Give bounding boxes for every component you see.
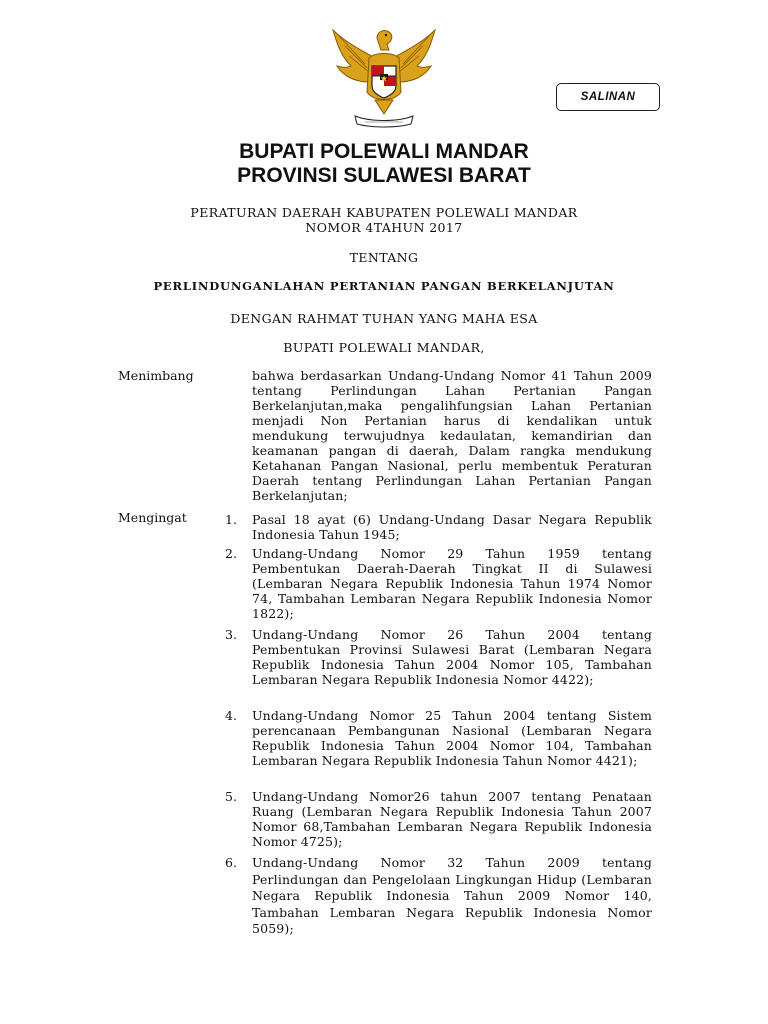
list-item-number: 3. <box>225 627 237 642</box>
tentang-label: TENTANG <box>349 250 419 265</box>
mengingat-label: Mengingat <box>118 510 187 525</box>
list-item-text: Undang-Undang Nomor26 tahun 2007 tentang Penataan Ruang (Lembaran Negara Republik Indonesia Tahun 2007 Nomor 68,Tambahan Lembaran Negara Republik Indonesia Nomor 4725); <box>252 789 652 849</box>
header-subtitle: PROVINSI SULAWESI BARAT <box>237 164 531 187</box>
regulation-title: PERATURAN DAERAH KABUPATEN POLEWALI MANDAR <box>190 205 578 220</box>
garuda-emblem-icon <box>325 22 443 130</box>
regulation-number: NOMOR 4TAHUN 2017 <box>305 220 463 235</box>
list-item-text: Undang-Undang Nomor 25 Tahun 2004 tentang Sistem perencanaan Pembangunan Nasional (Lembaran Negara Republik Indonesia Tahun 2004 Nomor 104, Tambahan Lembaran Negara Republik Indonesia Tahun Nomor 4421); <box>252 708 652 768</box>
authority-line: BUPATI POLEWALI MANDAR, <box>283 340 485 355</box>
list-item-text: Pasal 18 ayat (6) Undang-Undang Dasar Negara Republik Indonesia Tahun 1945; <box>252 512 652 542</box>
list-item-number: 6. <box>225 855 237 870</box>
header-title: BUPATI POLEWALI MANDAR <box>239 140 529 163</box>
list-item-text: Undang-Undang Nomor 26 Tahun 2004 tentang Pembentukan Provinsi Sulawesi Barat (Lembaran Negara Republik Indonesia Tahun 2004 Nomor 105, Tambahan Lembaran Negara Republik Indonesia Nomor 4422); <box>252 627 652 687</box>
blessing-line: DENGAN RAHMAT TUHAN YANG MAHA ESA <box>230 311 538 326</box>
list-item-number: 2. <box>225 546 237 561</box>
list-item-text: Undang-Undang Nomor 32 Tahun 2009 tentang Perlindungan dan Pengelolaan Lingkungan Hidup (Lembaran Negara Republik Indonesia Tahun 2009 Nomor 140, Tambahan Lembaran Negara Republik Indonesia Nomor 5059); <box>252 855 652 936</box>
list-item-number: 4. <box>225 708 237 723</box>
list-item-number: 5. <box>225 789 237 804</box>
list-item-number: 1. <box>225 512 237 527</box>
menimbang-text: bahwa berdasarkan Undang-Undang Nomor 41 Tahun 2009 tentang Perlindungan Lahan Pertanian Pangan Berkelanjutan,maka pengalihfungsian Lahan Pertanian menjadi Non Pertanian harus di kendalikan untuk mendukung terwujudnya kedaulatan, kemandirian dan keamanan pangan di daerah, Dalam rangka mendukung Ketahanan Pangan Nasional, perlu membentuk Peraturan Daerah tentang Perlindungan Lahan Pertanian Pangan Berkelanjutan; <box>252 368 652 503</box>
salinan-badge: SALINAN <box>556 83 660 111</box>
regulation-subject: PERLINDUNGANLAHAN PERTANIAN PANGAN BERKELANJUTAN <box>153 279 615 293</box>
list-item-text: Undang-Undang Nomor 29 Tahun 1959 tentang Pembentukan Daerah-Daerah Tingkat II di Sulawesi (Lembaran Negara Republik Indonesia Tahun 1974 Nomor 74, Tambahan Lembaran Negara Republik Indonesia Nomor 1822); <box>252 546 652 621</box>
menimbang-label: Menimbang <box>118 368 194 383</box>
